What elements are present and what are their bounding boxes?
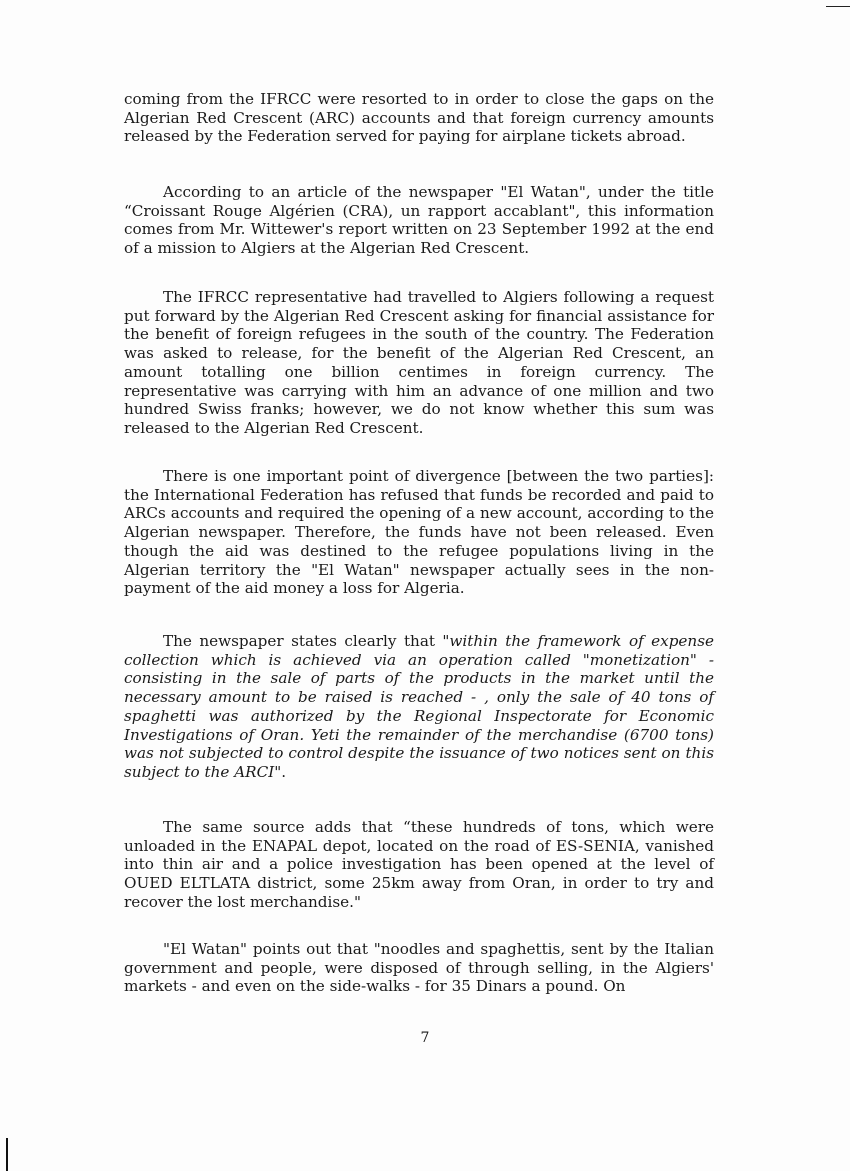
paragraph-text [124, 818, 714, 912]
paragraph-text [124, 467, 714, 598]
text-segment: coming from the IFRCC were resorted to in order to close the gaps on the Algerian Red Crescent (ARC) accounts and that foreign currency amounts released by the Federation served for paying for airplane tickets abroad. [124, 90, 714, 146]
paragraph-6 [124, 818, 714, 912]
paragraph-text [124, 940, 714, 996]
text-segment: The same source adds that “these hundreds of tons, which were unloaded in the ENAPAL depot, located on the road of ES-SENIA, vanished into thin air and a police investigation has been opened at the level of OUED ELTLATA district, some 25km away from Oran, in order to try and recover the lost merchandise." [124, 818, 714, 911]
paragraph-4 [124, 467, 714, 598]
text-segment: There is one important point of divergence [between the two parties]: the International Federation has refused that funds be recorded and paid to ARCs accounts and required the opening of a new account, according to the Algerian newspaper. Therefore, the funds have not been released. Even though the aid was destined to the refugee populations living in the Algerian territory the "El Watan" newspaper actually sees in the non-payment of the aid money a loss for Algeria. [124, 467, 714, 598]
text-segment: ". [274, 762, 287, 781]
scan-margin-mark [6, 1138, 8, 1171]
italic-quote-text: within the framework of expense collection which is achieved via an operation called "monetization" - consisting in the sale of parts of the products in the market until the necessary amount to be raised is reached - , only the sale of 40 tons of spaghetti was authorized by the Regional Inspectorate for Economic Investigations of Oran. Yeti the remainder of the merchandise (6700 tons) was not subjected to control despite the issuance of two notices sent on this subject to the ARCI [124, 632, 714, 781]
scan-edge-mark [826, 6, 850, 7]
paragraph-5 [124, 632, 714, 782]
text-segment: The newspaper states clearly that " [163, 632, 450, 650]
page-number: 7 [420, 1030, 430, 1046]
paragraph-text [124, 90, 714, 146]
paragraph-2 [124, 183, 714, 258]
text-segment: "El Watan" points out that "noodles and spaghettis, sent by the Italian government and people, were disposed of through selling, in the Algiers' markets - and even on the side-walks - for 35 Dinars a pound. On [124, 940, 714, 996]
text-segment: The IFRCC representative had travelled to Algiers following a request put forward by the Algerian Red Crescent asking for financial assistance for the benefit of foreign refugees in the south of the country. The Federation was asked to release, for the benefit of the Algerian Red Crescent, an amount totalling one billion centimes in foreign currency. The representative was carrying with him an advance of one million and two hundred Swiss franks; however, we do not know whether this sum was released to the Algerian Red Crescent. [124, 288, 714, 437]
paragraph-1 [124, 90, 714, 146]
paragraph-text [124, 632, 714, 782]
paragraph-3 [124, 288, 714, 438]
paragraph-text [124, 183, 714, 258]
text-segment: According to an article of the newspaper "El Watan", under the title “Croissant Rouge Algérien (CRA), un rapport accablant", this information comes from Mr. Wittewer's report written on 23 September 1992 at the end of a mission to Algiers at the Algerian Red Crescent. [124, 183, 714, 258]
paragraph-7 [124, 940, 714, 996]
paragraph-text [124, 288, 714, 438]
